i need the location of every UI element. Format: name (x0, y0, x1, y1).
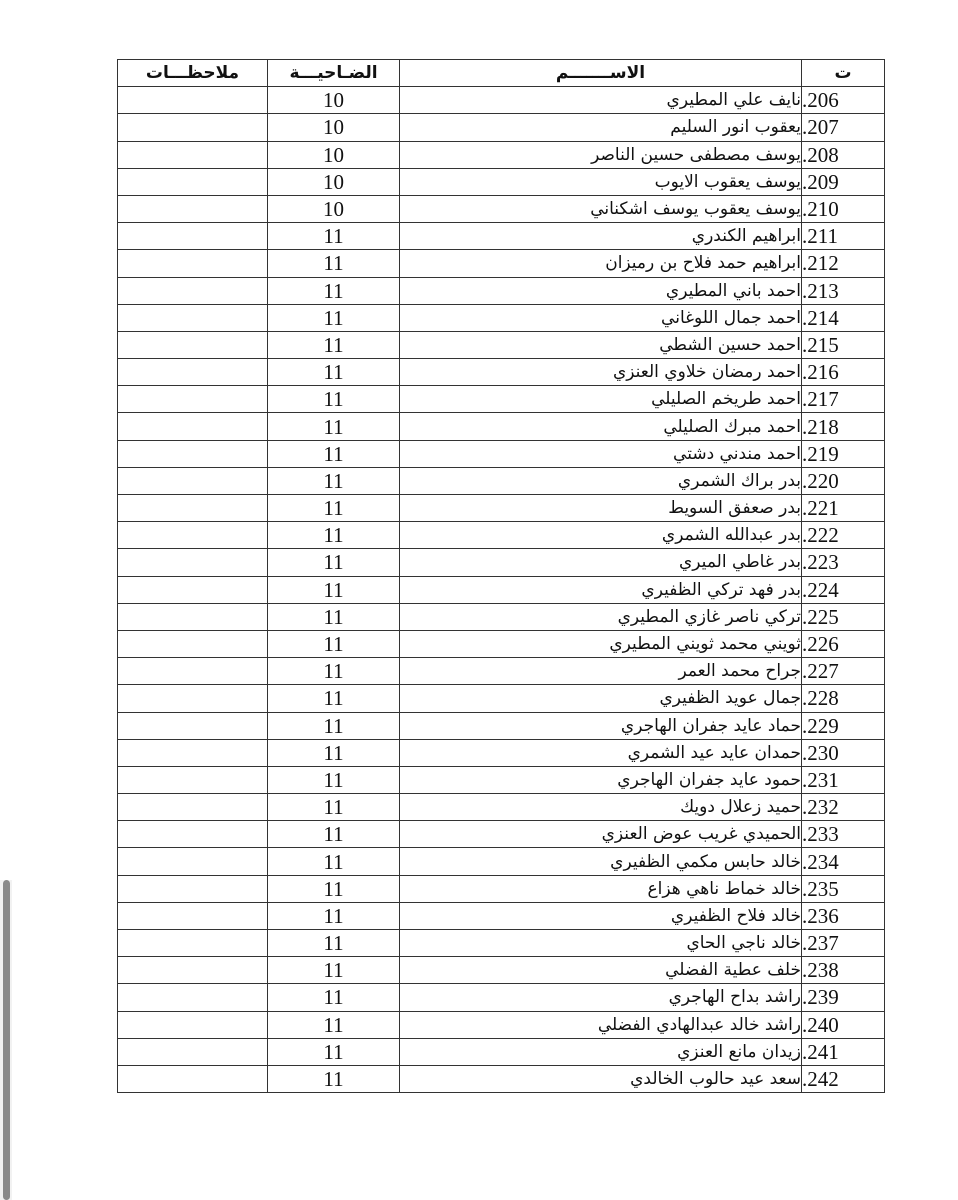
table-row (118, 984, 885, 1011)
number-cell: .207 (802, 114, 885, 141)
age-cell: 10 (268, 195, 400, 222)
table-row (118, 821, 885, 848)
age-cell: 11 (268, 875, 400, 902)
notes-cell (118, 930, 268, 957)
name-cell: بدر براك الشمري (400, 467, 802, 494)
name-cell: راشد بداح الهاجري (400, 984, 802, 1011)
number-cell: .215 (802, 331, 885, 358)
table-row (118, 522, 885, 549)
notes-cell (118, 984, 268, 1011)
number-cell: .230 (802, 739, 885, 766)
table-row (118, 930, 885, 957)
notes-cell (118, 413, 268, 440)
name-cell: خالد حابس مكمي الظفيري (400, 848, 802, 875)
notes-cell (118, 522, 268, 549)
age-cell: 11 (268, 522, 400, 549)
age-cell: 11 (268, 794, 400, 821)
table-row (118, 848, 885, 875)
name-cell: احمد حسين الشطي (400, 331, 802, 358)
table-row (118, 87, 885, 114)
name-cell: زيدان مانع العنزي (400, 1038, 802, 1065)
age-cell: 10 (268, 87, 400, 114)
table-row (118, 195, 885, 222)
notes-cell (118, 658, 268, 685)
table-row (118, 1038, 885, 1065)
name-cell: سعد عيد حالوب الخالدي (400, 1065, 802, 1092)
name-cell: احمد جمال اللوغاني (400, 304, 802, 331)
header-age: الضـاحيـــة (268, 60, 400, 87)
age-cell: 11 (268, 658, 400, 685)
name-cell: احمد طريخم الصليلي (400, 386, 802, 413)
notes-cell (118, 766, 268, 793)
age-cell: 11 (268, 766, 400, 793)
number-cell: .226 (802, 630, 885, 657)
name-cell: يعقوب انور السليم (400, 114, 802, 141)
table-row (118, 277, 885, 304)
number-cell: .232 (802, 794, 885, 821)
name-cell: يوسف يعقوب يوسف اشكناني (400, 195, 802, 222)
number-cell: .211 (802, 223, 885, 250)
age-cell: 10 (268, 114, 400, 141)
notes-cell (118, 1065, 268, 1092)
number-cell: .221 (802, 495, 885, 522)
number-cell: .218 (802, 413, 885, 440)
table-row (118, 875, 885, 902)
number-cell: .219 (802, 440, 885, 467)
notes-cell (118, 467, 268, 494)
number-cell: .234 (802, 848, 885, 875)
notes-cell (118, 712, 268, 739)
table-row (118, 223, 885, 250)
age-cell: 11 (268, 930, 400, 957)
number-cell: .223 (802, 549, 885, 576)
name-cell: خلف عطية الفضلي (400, 957, 802, 984)
notes-cell (118, 386, 268, 413)
age-cell: 11 (268, 603, 400, 630)
notes-cell (118, 685, 268, 712)
table-row (118, 1065, 885, 1092)
notes-cell (118, 87, 268, 114)
name-cell: بدر فهد تركي الظفيري (400, 576, 802, 603)
table-row (118, 114, 885, 141)
number-cell: .242 (802, 1065, 885, 1092)
age-cell: 11 (268, 821, 400, 848)
age-cell: 11 (268, 1065, 400, 1092)
notes-cell (118, 1038, 268, 1065)
notes-cell (118, 576, 268, 603)
age-cell: 11 (268, 304, 400, 331)
name-cell: ابراهيم الكندري (400, 223, 802, 250)
notes-cell (118, 195, 268, 222)
age-cell: 11 (268, 630, 400, 657)
number-cell: .206 (802, 87, 885, 114)
age-cell: 11 (268, 331, 400, 358)
table-row (118, 902, 885, 929)
table-row (118, 658, 885, 685)
name-cell: ابراهيم حمد فلاح بن رميزان (400, 250, 802, 277)
name-cell: خالد ناجي الحاي (400, 930, 802, 957)
notes-cell (118, 739, 268, 766)
notes-cell (118, 957, 268, 984)
table-row (118, 168, 885, 195)
number-cell: .216 (802, 359, 885, 386)
table-row (118, 250, 885, 277)
name-cell: حميد زعلال دويك (400, 794, 802, 821)
age-cell: 11 (268, 250, 400, 277)
notes-cell (118, 359, 268, 386)
number-cell: .220 (802, 467, 885, 494)
name-cell: ثويني محمد ثويني المطيري (400, 630, 802, 657)
scrollbar[interactable] (0, 880, 12, 1200)
number-cell: .213 (802, 277, 885, 304)
table-row (118, 739, 885, 766)
notes-cell (118, 168, 268, 195)
number-cell: .224 (802, 576, 885, 603)
notes-cell (118, 141, 268, 168)
name-cell: راشد خالد عبدالهادي الفضلي (400, 1011, 802, 1038)
age-cell: 11 (268, 549, 400, 576)
table-row (118, 957, 885, 984)
table-row (118, 495, 885, 522)
age-cell: 11 (268, 223, 400, 250)
notes-cell (118, 848, 268, 875)
header-notes: ملاحظـــات (118, 60, 268, 87)
age-cell: 11 (268, 957, 400, 984)
number-cell: .208 (802, 141, 885, 168)
name-cell: بدر غاطي الميري (400, 549, 802, 576)
notes-cell (118, 549, 268, 576)
number-cell: .239 (802, 984, 885, 1011)
table-row (118, 413, 885, 440)
number-cell: .233 (802, 821, 885, 848)
age-cell: 11 (268, 386, 400, 413)
table-row (118, 304, 885, 331)
notes-cell (118, 902, 268, 929)
table-row (118, 359, 885, 386)
roster-table (117, 59, 885, 1093)
number-cell: .231 (802, 766, 885, 793)
number-cell: .236 (802, 902, 885, 929)
name-cell: نايف علي المطيري (400, 87, 802, 114)
notes-cell (118, 1011, 268, 1038)
name-cell: حماد عايد جفران الهاجري (400, 712, 802, 739)
table-row (118, 794, 885, 821)
age-cell: 11 (268, 495, 400, 522)
age-cell: 11 (268, 359, 400, 386)
table-row (118, 467, 885, 494)
name-cell: احمد رمضان خلاوي العنزي (400, 359, 802, 386)
table-row (118, 141, 885, 168)
name-cell: احمد مبرك الصليلي (400, 413, 802, 440)
name-cell: خالد فلاح الظفيري (400, 902, 802, 929)
table-row (118, 630, 885, 657)
table-row (118, 576, 885, 603)
name-cell: جراح محمد العمر (400, 658, 802, 685)
name-cell: يوسف يعقوب الايوب (400, 168, 802, 195)
name-cell: تركي ناصر غازي المطيري (400, 603, 802, 630)
age-cell: 11 (268, 467, 400, 494)
age-cell: 11 (268, 984, 400, 1011)
name-cell: احمد باني المطيري (400, 277, 802, 304)
notes-cell (118, 331, 268, 358)
name-cell: حمود عايد جفران الهاجري (400, 766, 802, 793)
age-cell: 10 (268, 141, 400, 168)
notes-cell (118, 603, 268, 630)
age-cell: 11 (268, 440, 400, 467)
name-cell: خالد خماط ناهي هزاع (400, 875, 802, 902)
name-cell: احمد مندني دشتي (400, 440, 802, 467)
number-cell: .210 (802, 195, 885, 222)
age-cell: 11 (268, 576, 400, 603)
table-row (118, 685, 885, 712)
notes-cell (118, 304, 268, 331)
name-cell: الحميدي غريب عوض العنزي (400, 821, 802, 848)
notes-cell (118, 250, 268, 277)
name-cell: يوسف مصطفى حسين الناصر (400, 141, 802, 168)
notes-cell (118, 440, 268, 467)
number-cell: .235 (802, 875, 885, 902)
age-cell: 11 (268, 277, 400, 304)
name-cell: بدر صعفق السويط (400, 495, 802, 522)
table-row (118, 766, 885, 793)
table-row (118, 440, 885, 467)
notes-cell (118, 114, 268, 141)
number-cell: .240 (802, 1011, 885, 1038)
number-cell: .241 (802, 1038, 885, 1065)
name-cell: حمدان عايد عيد الشمري (400, 739, 802, 766)
age-cell: 11 (268, 1011, 400, 1038)
name-cell: جمال عويد الظفيري (400, 685, 802, 712)
table-row (118, 603, 885, 630)
age-cell: 10 (268, 168, 400, 195)
table-row (118, 331, 885, 358)
number-cell: .228 (802, 685, 885, 712)
age-cell: 11 (268, 848, 400, 875)
number-cell: .217 (802, 386, 885, 413)
number-cell: .225 (802, 603, 885, 630)
age-cell: 11 (268, 712, 400, 739)
notes-cell (118, 495, 268, 522)
number-cell: .238 (802, 957, 885, 984)
number-cell: .209 (802, 168, 885, 195)
notes-cell (118, 630, 268, 657)
table-row (118, 712, 885, 739)
age-cell: 11 (268, 685, 400, 712)
notes-cell (118, 223, 268, 250)
table-row (118, 1011, 885, 1038)
notes-cell (118, 821, 268, 848)
table-row (118, 386, 885, 413)
number-cell: .227 (802, 658, 885, 685)
notes-cell (118, 277, 268, 304)
age-cell: 11 (268, 1038, 400, 1065)
number-cell: .237 (802, 930, 885, 957)
number-cell: .214 (802, 304, 885, 331)
notes-cell (118, 794, 268, 821)
header-number: ت (802, 60, 885, 87)
name-cell: بدر عبدالله الشمري (400, 522, 802, 549)
age-cell: 11 (268, 413, 400, 440)
age-cell: 11 (268, 739, 400, 766)
table-row (118, 549, 885, 576)
table-header-row (118, 60, 885, 87)
number-cell: .212 (802, 250, 885, 277)
number-cell: .222 (802, 522, 885, 549)
notes-cell (118, 875, 268, 902)
scrollbar-thumb[interactable] (3, 880, 10, 1200)
number-cell: .229 (802, 712, 885, 739)
header-name: الاســـــــم (400, 60, 802, 87)
age-cell: 11 (268, 902, 400, 929)
